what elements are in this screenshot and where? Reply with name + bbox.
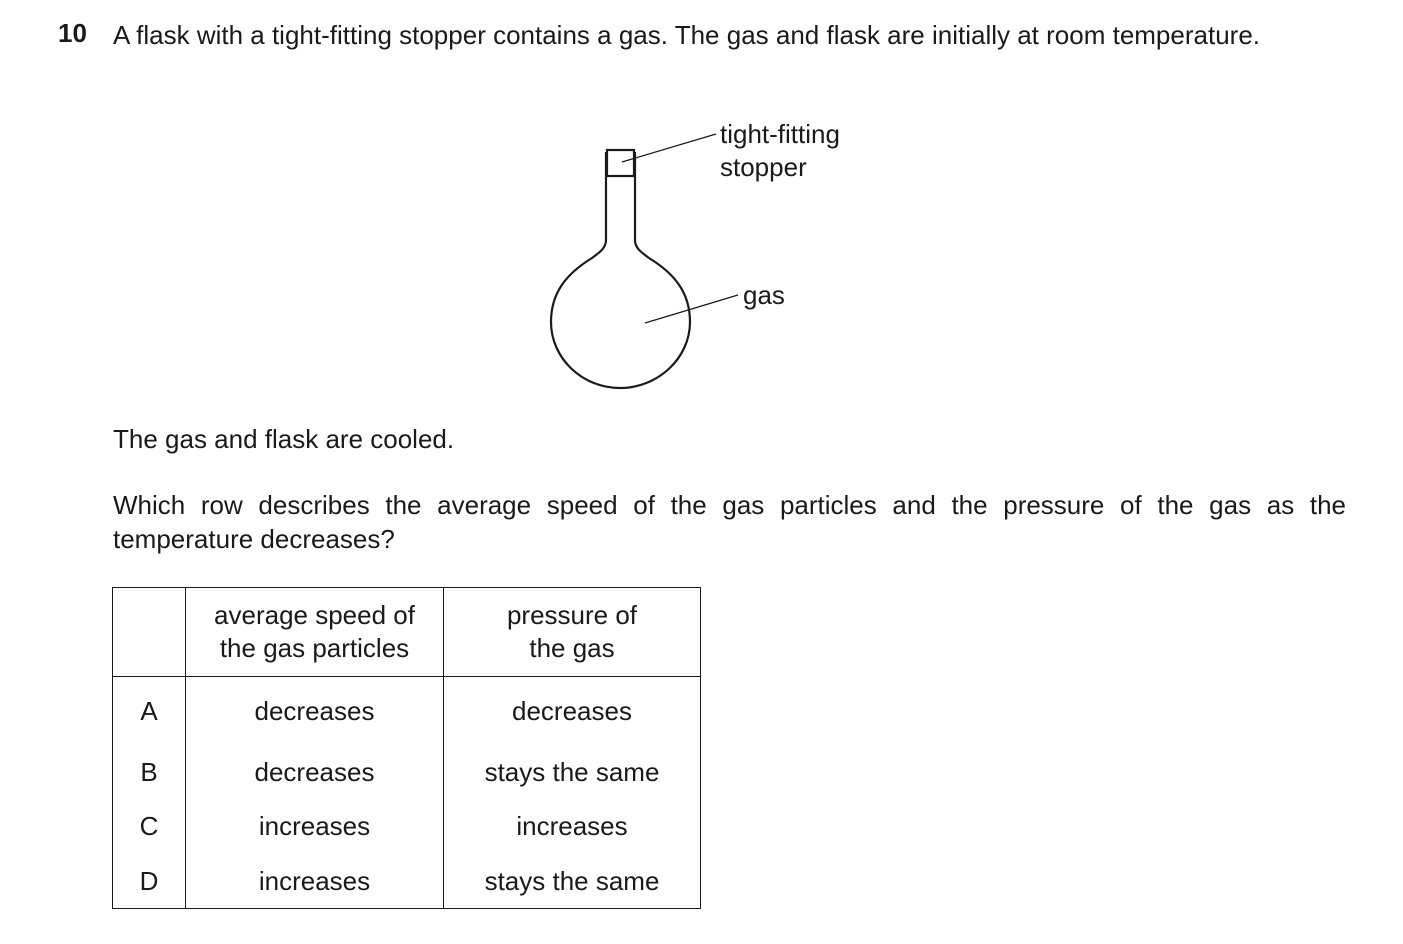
- answer-table: [112, 587, 701, 909]
- statement-text: The gas and flask are cooled.: [113, 424, 455, 454]
- header-letter: [113, 588, 186, 677]
- stopper-label-line1: tight-fitting: [720, 119, 840, 149]
- table-header-row: [113, 588, 701, 677]
- prompt-text: Which row describes the average speed of the gas particles and the pressure of the gas as the temperature decreases?: [113, 490, 1346, 554]
- gas-label: gas: [743, 280, 785, 310]
- table-row: [113, 745, 701, 799]
- table-row: [113, 677, 701, 746]
- header-pressure-line2: the gas: [529, 633, 615, 663]
- question-number: 10: [58, 18, 87, 48]
- header-speed: [186, 588, 444, 677]
- option-letter: D: [113, 854, 186, 909]
- table-row: [113, 799, 701, 854]
- option-letter: B: [113, 745, 186, 799]
- option-pressure: increases: [444, 799, 701, 854]
- flask-outline: [551, 152, 690, 388]
- stopper-shape: [607, 150, 634, 176]
- stopper-pointer-line: [622, 134, 716, 162]
- option-pressure: decreases: [444, 677, 701, 746]
- header-speed-line2: the gas particles: [219, 633, 410, 663]
- header-pressure-line1: pressure of: [506, 600, 638, 630]
- option-letter: C: [113, 799, 186, 854]
- option-speed: increases: [186, 854, 444, 909]
- option-speed: decreases: [186, 745, 444, 799]
- header-speed-line1: average speed of: [214, 600, 415, 630]
- option-pressure: stays the same: [444, 745, 701, 799]
- header-pressure: [444, 588, 701, 677]
- gas-pointer-line: [645, 295, 738, 323]
- question-text: A flask with a tight-fitting stopper contains a gas. The gas and flask are initially at room temperature.: [113, 20, 1260, 50]
- option-speed: increases: [186, 799, 444, 854]
- option-pressure: stays the same: [444, 854, 701, 909]
- stopper-label-line2: stopper: [720, 152, 807, 182]
- table-row: [113, 854, 701, 909]
- option-letter: A: [113, 677, 186, 746]
- option-speed: decreases: [186, 677, 444, 746]
